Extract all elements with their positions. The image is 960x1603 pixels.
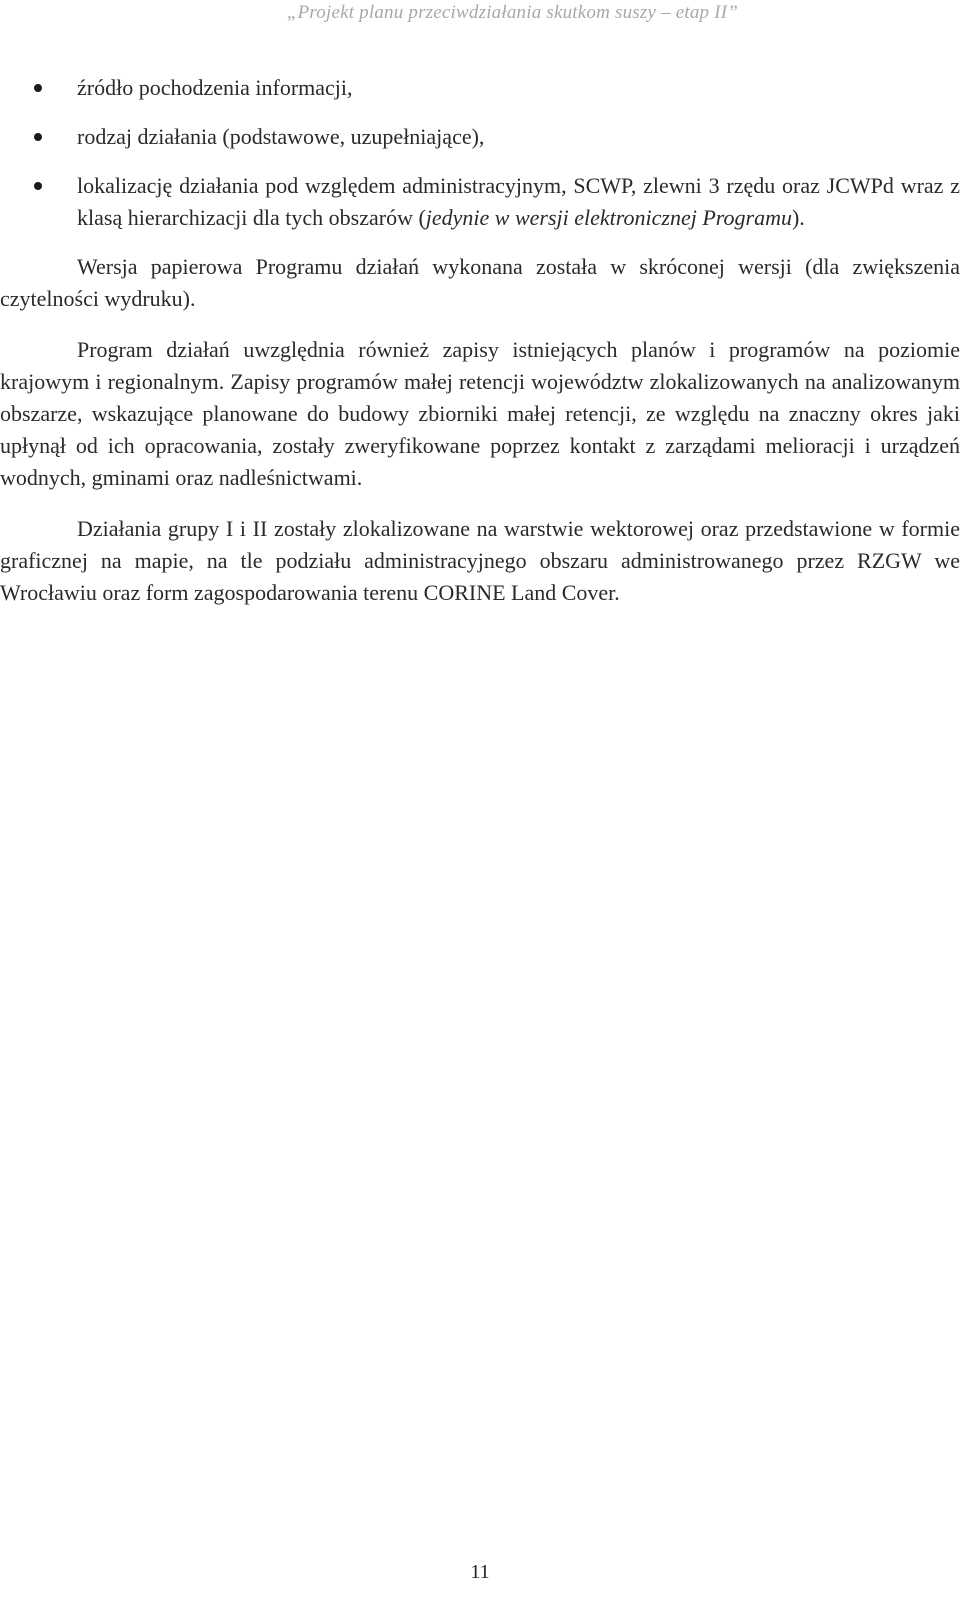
page-header-title: „Projekt planu przeciwdziałania skutkom suszy – etap II” — [286, 2, 738, 23]
document-body — [0, 72, 960, 628]
bullet-icon — [34, 84, 42, 92]
list-item-text-end: ). — [791, 205, 805, 230]
list-item-text: źródło pochodzenia informacji, — [77, 75, 353, 100]
paragraph: Działania grupy I i II zostały zlokalizowane na warstwie wektorowej oraz przedstawione w formie graficznej na mapie, na tle podziału administracyjnego obszaru administrowanego przez RZGW we Wrocławiu oraz form zagospodarowania terenu CORINE Land Cover. — [0, 516, 960, 605]
list-item — [0, 121, 960, 153]
bullet-icon — [34, 182, 42, 190]
page-number: 11 — [470, 1561, 490, 1583]
list-item-text: rodzaj działania (podstawowe, uzupełniające), — [77, 124, 485, 149]
bullet-icon — [34, 133, 42, 141]
list-item-text: lokalizację działania pod względem administracyjnym, SCWP, zlewni 3 rzędu oraz JCWPd wraz z klasą hierarchizacji dla tych obszarów ( — [77, 173, 960, 230]
list-item — [0, 72, 960, 104]
list-item — [0, 170, 960, 234]
bullet-list — [0, 72, 960, 234]
paragraph: Program działań uwzględnia również zapisy istniejących planów i programów na poziomie krajowym i regionalnym. Zapisy programów małej retencji województw zlokalizowanych na analizowanym obszarze, wskazujące planowane do budowy zbiorniki małej retencji, ze względu na znaczny okres jaki upłynął od ich opracowania, zostały zweryfikowane poprzez kontakt z zarządami melioracji i urządzeń wodnych, gminami oraz nadleśnictwami. — [0, 337, 960, 490]
list-item-italic-text: jedynie w wersji elektronicznej Programu — [425, 205, 792, 230]
paragraph: Wersja papierowa Programu działań wykonana została w skróconej wersji (dla zwiększenia czytelności wydruku). — [0, 254, 960, 311]
